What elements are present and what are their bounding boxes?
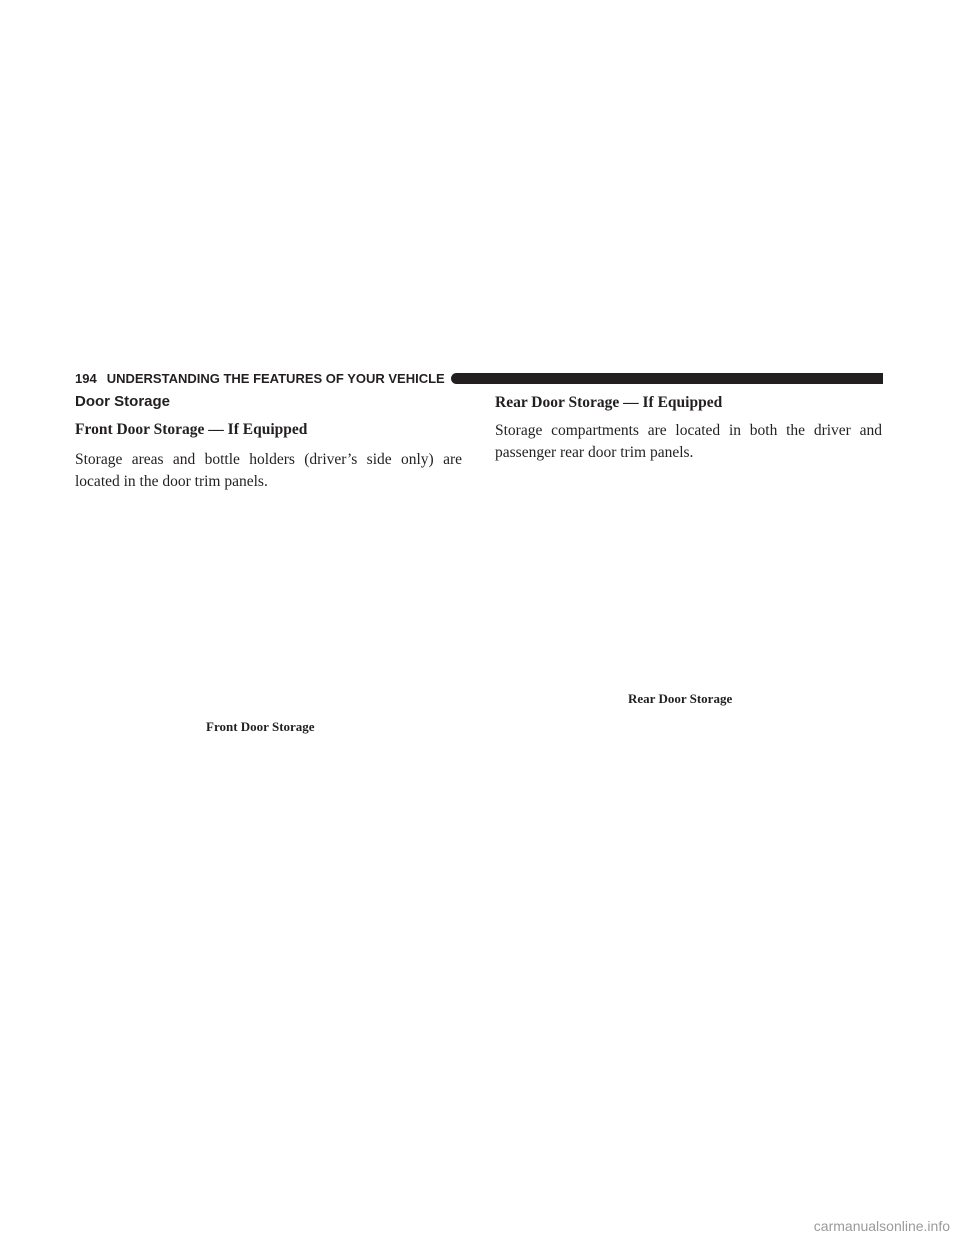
header-rule	[451, 373, 883, 384]
rear-door-caption: Rear Door Storage	[628, 691, 733, 706]
front-door-caption: Front Door Storage	[206, 719, 315, 734]
front-door-figure	[75, 495, 462, 710]
front-door-subhead: Front Door Storage — If Equipped	[75, 421, 308, 438]
front-door-paragraph: Storage areas and bottle holders (driver’s side only) are located in the door trim panels.	[75, 451, 462, 490]
rear-door-paragraph: Storage compartments are located in both the driver and passenger rear door trim panels.	[495, 422, 882, 461]
rear-door-subhead: Rear Door Storage — If Equipped	[495, 394, 723, 411]
running-head: UNDERSTANDING THE FEATURES OF YOUR VEHICLE	[106, 370, 445, 386]
page-header	[75, 370, 883, 386]
rear-door-figure	[495, 470, 882, 682]
page-number: 194	[75, 370, 97, 386]
footer-watermark[interactable]: carmanualsonline.info	[813, 1218, 950, 1234]
section-title: Door Storage	[75, 393, 171, 410]
